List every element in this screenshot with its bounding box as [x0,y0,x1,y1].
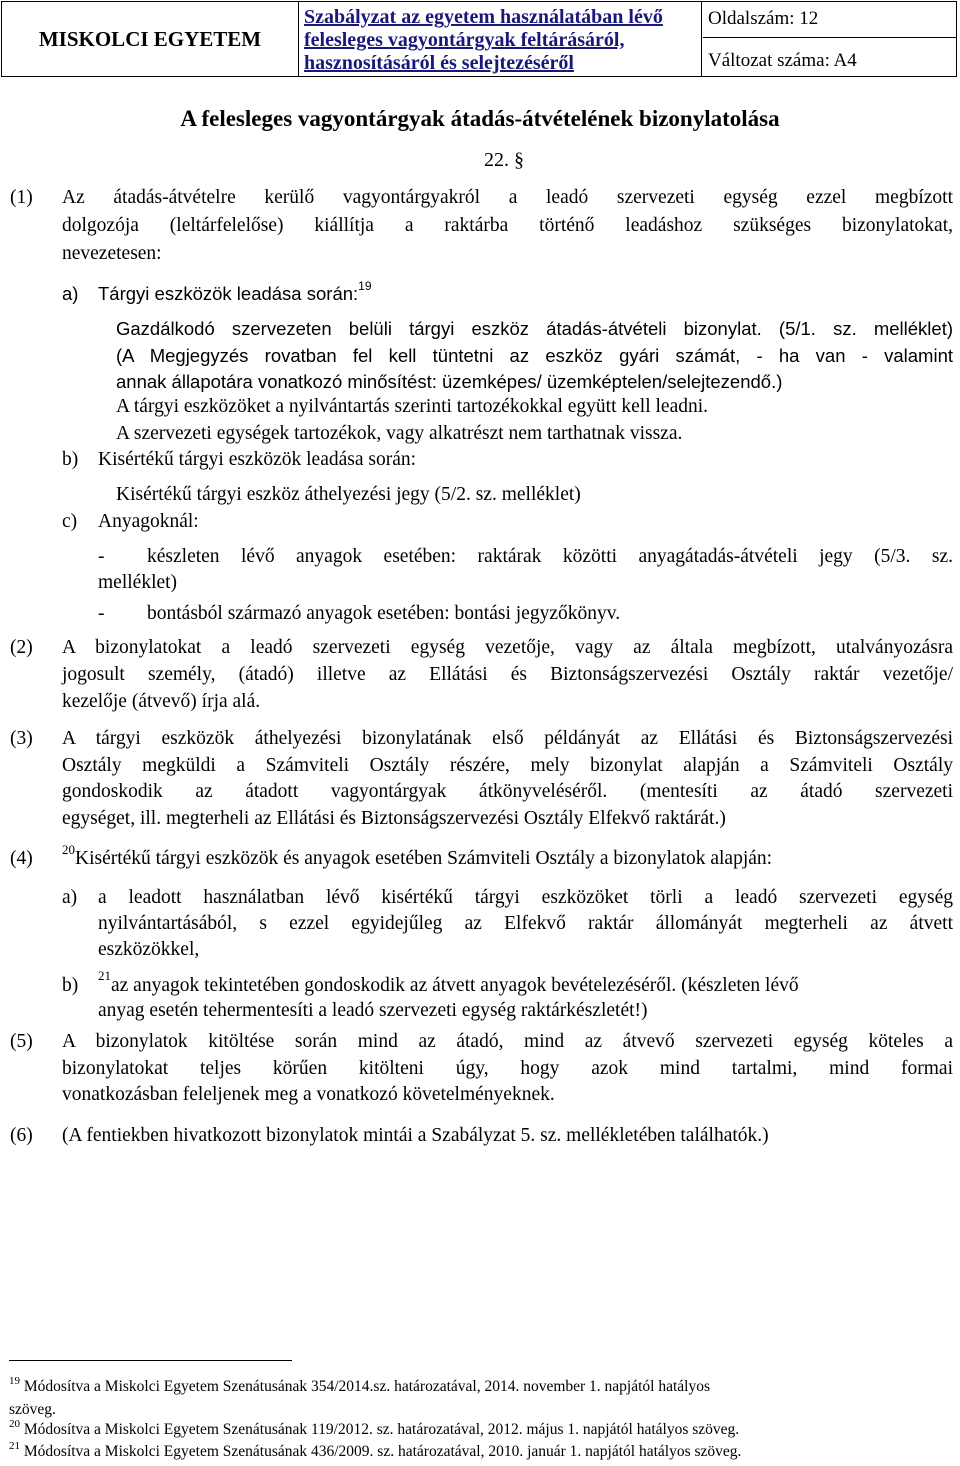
footnote [9,1440,742,1461]
list-label: c) [62,511,78,532]
paragraph-line: Gazdálkodó szervezeten belüli tárgyi eszköz átadás-átvételi bizonylat. (5/1. sz. melléklet) [116,318,953,339]
paragraph-line: jogosult személy, (átadó) illetve az Ellátási és Biztonságszervezési Osztály raktár vezetője/ [62,664,953,685]
paragraph-number: (3) [10,728,33,749]
list-item-heading [98,279,372,305]
paragraph-line: A tárgyi eszközöket a nyilvántartás szerinti tartozékokkal együtt kell leadni. [116,396,709,417]
paragraph-line: melléklet) [98,572,178,593]
footnote-number: 19 [9,1375,20,1387]
document-title-line1: Szabályzat az egyetem használatában lévő [304,6,663,28]
section-number: 22. § [484,149,524,171]
dash-bullet: - [98,546,105,567]
list-item-text: Tárgyi eszközök leadása során: [98,283,359,304]
paragraph-line: anyag esetén tehermentesíti a leadó szervezeti egység raktárkészletét!) [98,1000,648,1021]
paragraph-line: bontásból származó anyagok esetében: bontási jegyzőkönyv. [147,603,621,624]
paragraph-line: egységet, ill. megterheli az Ellátási és Biztonságszervezési Osztály Elfekvő raktárát.) [62,808,726,829]
page-title: A felesleges vagyontárgyak átadás-átvételének bizonylatolása [180,106,780,131]
footnote-continuation: szöveg. [9,1401,56,1418]
paragraph-line: (A fentiekben hivatkozott bizonylatok mintái a Szabályzat 5. sz. mellékletében találhatók.) [62,1125,769,1146]
footnote-ref: 20 [62,842,75,857]
paragraph-line: Az átadás-átvételre kerülő vagyontárgyakról a leadó szervezeti egység ezzel megbízott [62,187,953,208]
paragraph-number: (5) [10,1031,33,1052]
paragraph-line-text: Kisértékű tárgyi eszközök és anyagok esetében Számviteli Osztály a bizonylatok alapján: [75,848,773,869]
paragraph-number: (1) [10,187,33,208]
paragraph-line: annak állapotára vonatkozó minősítést: üzemképes/ üzemképtelen/selejtezendő.) [116,371,783,392]
footnote-text: Módosítva a Miskolci Egyetem Szenátusának 436/2009. sz. határozatával, 2010. január 1. napjától hatályos szöveg. [23,1443,742,1460]
paragraph-line [98,968,953,997]
paragraph-line: bizonylatokat teljes körűen kitölteni úgy, hogy azok mind tartalmi, mind formai [62,1058,953,1079]
paragraph-line: vonatkozásban feleljenek meg a vonatkozó követelményeknek. [62,1084,555,1105]
paragraph-number: (6) [10,1125,33,1146]
footnote [9,1375,711,1396]
paragraph-line: készleten lévő anyagok esetében: raktárak közötti anyagátadás-átvételi jegy (5/3. sz. [147,546,953,567]
footnote [9,1418,740,1439]
paragraph-line: nevezetesen: [62,243,162,264]
paragraph-line: nyilvántartásából, s ezzel egyidejűleg az Elfekvő raktár állományát megterheli az átvett [98,913,953,934]
list-label: a) [62,887,78,908]
paragraph-number: (4) [10,848,33,869]
document-meta [703,2,956,76]
page-number: Oldalszám: 12 [703,2,956,38]
list-item-heading: Anyagoknál: [98,511,199,532]
paragraph-line: eszközökkel, [98,939,200,960]
paragraph-line [62,842,773,870]
paragraph-line: dolgozója (leltárfelelőse) kiállítja a raktárba történő leadáshoz szükséges bizonylatokat, [62,215,953,236]
paragraph-line: Osztály megküldi a Számviteli Osztály részére, mely bizonylat alapján a Számviteli Osztály [62,755,953,776]
list-label: a) [62,283,79,304]
list-item-heading: Kisértékű tárgyi eszközök leadása során: [98,449,417,470]
document-title-line2: felesleges vagyontárgyak feltárásáról, [304,29,625,51]
list-label: b) [62,975,79,996]
paragraph-line: A szervezeti egységek tartozékok, vagy alkatrészt nem tarthatnak vissza. [116,423,683,444]
paragraph-line: a leadott használatban lévő kisértékű tárgyi eszközöket törli a leadó szervezeti egység [98,887,953,908]
paragraph-line: gondoskodik az átadott vagyontárgyak átkönyveléséről. (mentesíti az átadó szervezeti [62,781,953,802]
paragraph-number: (2) [10,637,33,658]
paragraph-line: A bizonylatokat a leadó szervezeti egység vezetője, vagy az általa megbízott, utalványozásra [62,637,953,658]
paragraph-line: kezelője (átvevő) írja alá. [62,691,261,712]
footnote-separator [9,1360,292,1361]
footnote-ref: 19 [358,279,372,293]
footnote-ref: 21 [98,968,111,983]
document-title [299,2,702,76]
paragraph-line-text: az anyagok tekintetében gondoskodik az átvett anyagok bevételezéséről. (készleten lévő [111,975,799,996]
institution-name: MISKOLCI EGYETEM [2,2,299,76]
footnote-number: 21 [9,1440,20,1452]
paragraph-line: A tárgyi eszközök áthelyezési bizonylatának első példányát az Ellátási és Biztonságszervezési [62,728,953,749]
footnote-text: Módosítva a Miskolci Egyetem Szenátusának 119/2012. sz. határozatával, 2012. május 1. napjától hatályos szöveg. [23,1421,740,1438]
paragraph-line: Kisértékű tárgyi eszköz áthelyezési jegy (5/2. sz. melléklet) [116,484,581,505]
paragraph-line: (A Megjegyzés rovatban fel kell tüntetni az eszköz gyári számát, - ha van - valamint [116,345,953,366]
document-header [1,1,957,77]
footnote-text: Módosítva a Miskolci Egyetem Szenátusának 354/2014.sz. határozatával, 2014. november 1. napjától hatályos [23,1378,711,1395]
document-title-line3: hasznosításáról és selejtezéséről [304,52,574,74]
paragraph-line: A bizonylatok kitöltése során mind az átadó, mind az átvevő szervezeti egység köteles a [62,1031,953,1052]
footnote-number: 20 [9,1418,20,1430]
dash-bullet: - [98,603,105,624]
list-label: b) [62,449,79,470]
version-number: Változat száma: A4 [708,50,857,71]
